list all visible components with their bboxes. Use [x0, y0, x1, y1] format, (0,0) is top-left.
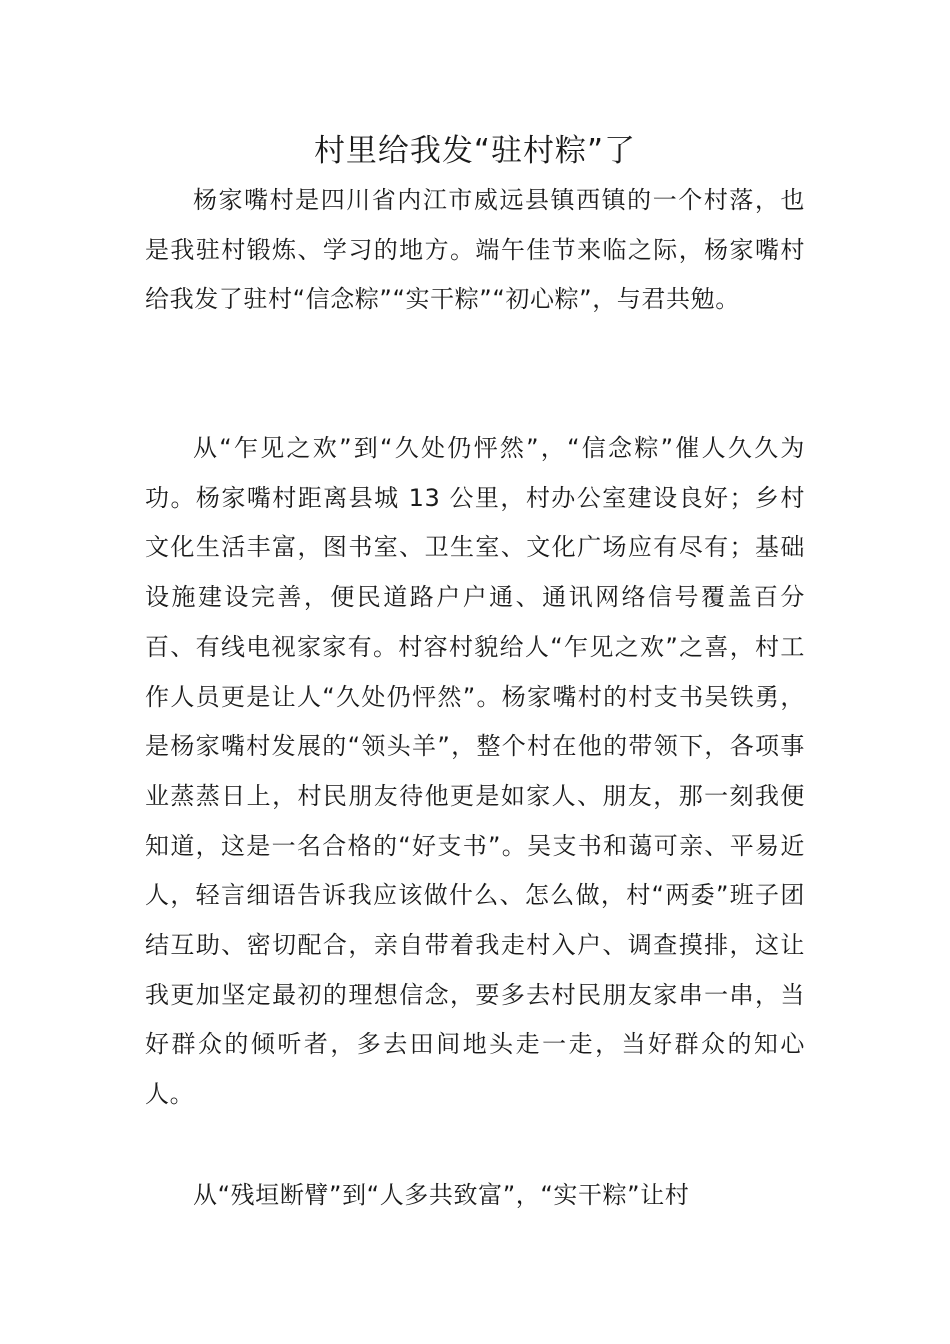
document-title: 村里给我发“驻村粽”了 [313, 133, 637, 169]
paragraph-practical-zongzi: 从“残垣断臂”到“人多共致富”，“实干粽”让村 [193, 1181, 690, 1209]
paragraph-intro: 杨家嘴村是四川省内江市威远县镇西镇的一个村落，也是我驻村锻炼、学习的地方。端午佳节来临之际，杨家嘴村给我发了驻村“信念粽”“实干粽”“初心粽”，与君共勉。 [145, 186, 805, 314]
paragraph-belief-zongzi: 从“乍见之欢”到“久处仍怦然”，“信念粽”催人久久为功。杨家嘴村距离县城 13 公里，村办公室建设良好；乡村文化生活丰富，图书室、卫生室、文化广场应有尽有；基础设施建设完善，便民道路户户通、通讯网络信号覆盖百分百、有线电视家家有。村容村貌给人“乍见之欢”之喜，村工作人员更是让人“久处仍怦然”。杨家嘴村的村支书吴铁勇，是杨家嘴村发展的“领头羊”，整个村在他的带领下，各项事业蒸蒸日上，村民朋友待他更是如家人、朋友，那一刻我便知道，这是一名合格的“好支书”。吴支书和蔼可亲、平易近人，轻言细语告诉我应该做什么、怎么做，村“两委”班子团结互助、密切配合，亲自带着我走村入户、调查摸排，这让我更加坚定最初的理想信念，要多去村民朋友家串一串，当好群众的倾听者，多去田间地头走一走，当好群众的知心人。 [145, 434, 805, 1109]
